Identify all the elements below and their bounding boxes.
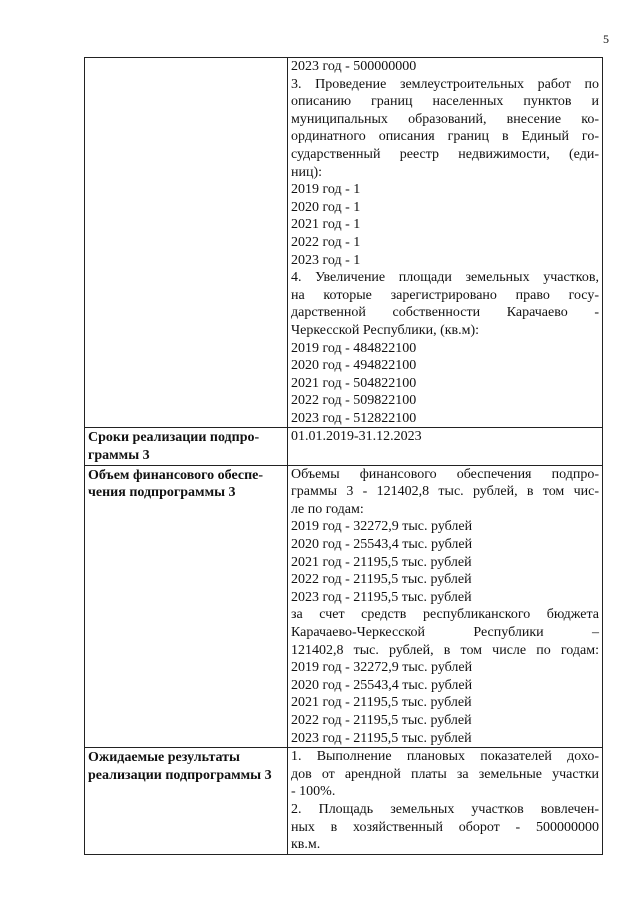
row-value — [288, 748, 603, 855]
text-line: 3. Проведение землеустроительных работ по — [291, 76, 599, 92]
text-line: 2023 год - 21195,5 тыс. рублей — [291, 730, 472, 746]
text-line: Черкесской Республики, (кв.м): — [291, 322, 480, 338]
subprogram-passport-table — [84, 57, 603, 855]
text-line: 01.01.2019-31.12.2023 — [291, 429, 422, 445]
row-label: Ожидаемые результаты реализации подпрограммы 3 — [85, 748, 288, 855]
text-line: 2022 год - 21195,5 тыс. рублей — [291, 572, 472, 588]
text-line: за счет средств республиканского бюджета — [291, 607, 599, 623]
text-line: 2022 год - 21195,5 тыс. рублей — [291, 712, 472, 728]
text-line: 2023 год - 21195,5 тыс. рублей — [291, 589, 472, 605]
text-line: 2019 год - 32272,9 тыс. рублей — [291, 660, 473, 676]
row-value — [288, 465, 603, 748]
table-row — [85, 748, 603, 855]
text-line: 2019 год - 484822100 — [291, 340, 417, 356]
text-line: 2021 год - 21195,5 тыс. рублей — [291, 554, 472, 570]
text-line: 1. Выполнение плановых показателей дохо- — [291, 749, 599, 765]
text-line: 2020 год - 25543,4 тыс. рублей — [291, 537, 473, 553]
row-value — [288, 58, 603, 428]
text-line: 121402,8 тыс. рублей, в том числе по годам: — [291, 642, 599, 658]
table-row — [85, 428, 603, 465]
text-line: 2020 год - 1 — [291, 199, 361, 215]
text-line: описанию границ населенных пунктов и — [291, 94, 599, 110]
text-line: дов от арендной платы за земельные участки — [291, 766, 599, 782]
text-line: ле по годам: — [291, 501, 364, 517]
page-number: 5 — [603, 32, 609, 46]
text-line: 2020 год - 494822100 — [291, 358, 417, 374]
text-line: 2023 год - 512822100 — [291, 410, 417, 426]
text-line: 2022 год - 509822100 — [291, 393, 417, 409]
text-line: Карачаево-Черкесской Республики – — [291, 625, 599, 640]
table-row — [85, 58, 603, 428]
text-line: 2021 год - 504822100 — [291, 375, 417, 391]
text-line: ниц): — [291, 164, 323, 180]
text-line: дарственной собственности Карачаево - — [291, 305, 599, 321]
text-line: 2023 год - 1 — [291, 252, 361, 268]
text-line: сударственный реестр недвижимости, (еди- — [291, 146, 599, 162]
text-line: кв.м. — [291, 837, 321, 853]
text-line: 2019 год - 32272,9 тыс. рублей — [291, 519, 473, 535]
row-label: Сроки реализации подпро-граммы 3 — [85, 428, 288, 465]
table-row — [85, 465, 603, 748]
text-line: Объемы финансового обеспечения подпро- — [291, 466, 599, 482]
text-line: 2021 год - 1 — [291, 217, 361, 233]
row-label — [85, 58, 288, 428]
text-line: 2. Площадь земельных участков вовлечен- — [291, 801, 599, 817]
text-line: 2020 год - 25543,4 тыс. рублей — [291, 677, 473, 693]
text-line: ординатного описания границ в Единый го- — [291, 129, 599, 145]
text-line: 2023 год - 500000000 — [291, 59, 417, 74]
row-value — [288, 428, 603, 465]
text-line: - 100%. — [291, 784, 336, 800]
text-line: на которые зарегистрировано право госу- — [291, 287, 599, 303]
row-label: Объем финансового обеспе-чения подпрограммы 3 — [85, 465, 288, 748]
text-line: 4. Увеличение площади земельных участков, — [291, 270, 599, 286]
text-line: 2021 год - 21195,5 тыс. рублей — [291, 695, 472, 711]
text-line: граммы 3 - 121402,8 тыс. рублей, в том чис- — [291, 484, 599, 500]
text-line: 2022 год - 1 — [291, 234, 361, 250]
text-line: ных в хозяйственный оборот - 500000000 — [291, 819, 599, 835]
text-line: муниципальных образований, внесение ко- — [291, 111, 599, 127]
text-line: 2019 год - 1 — [291, 182, 361, 198]
